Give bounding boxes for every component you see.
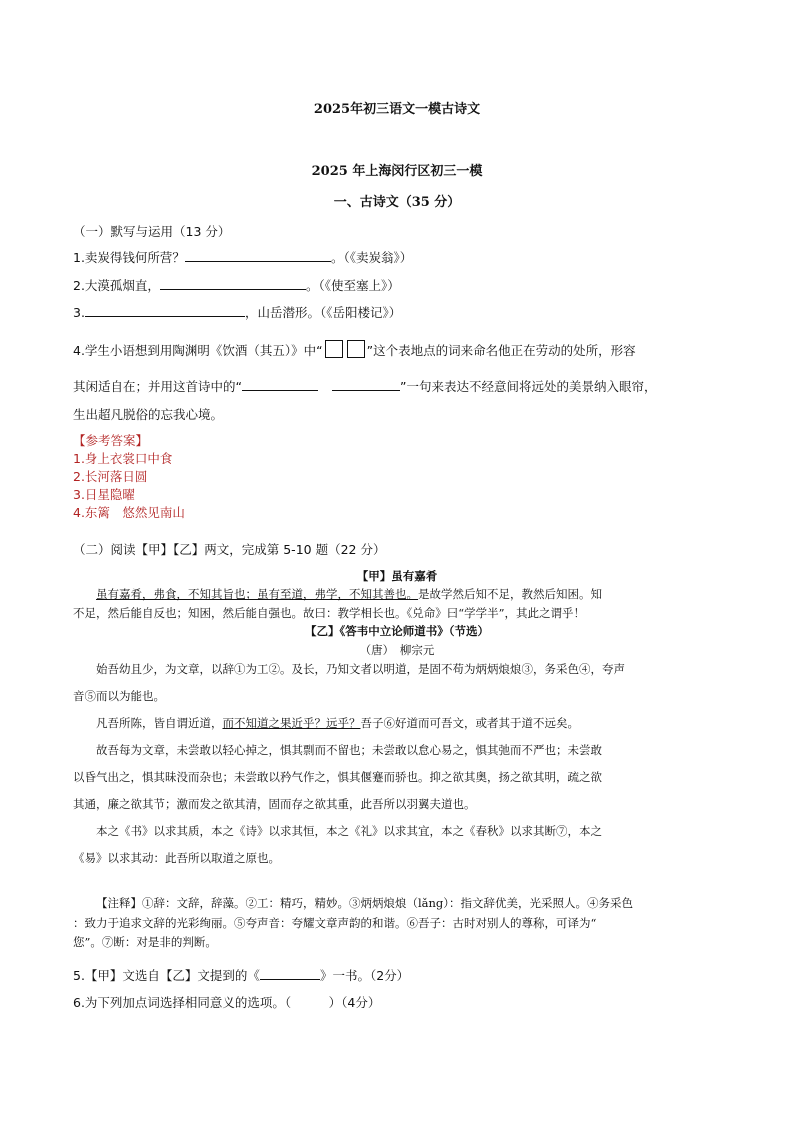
q3-suffix: ，山岳潜形。（《岳阳楼记》） bbox=[244, 305, 402, 320]
passage-yi-author: （唐） 柳宗元 bbox=[359, 643, 435, 657]
question-1 bbox=[73, 248, 412, 266]
part2-heading: （二）阅读【甲】【乙】两文，完成第 5-10 题（22 分） bbox=[73, 542, 386, 557]
passage-yi-p3-line3: 其通，廉之欲其节；激而发之欲其清，固而存之欲其重，此吾所以羽翼夫道也。 bbox=[73, 797, 476, 811]
q4-blank-2 bbox=[332, 378, 400, 391]
q4-box-2 bbox=[347, 340, 365, 358]
exam-title: 2025 年上海闵行区初三一模 bbox=[311, 164, 483, 179]
q1-prefix: 1.卖炭得钱何所营？ bbox=[73, 250, 185, 265]
question-3 bbox=[73, 303, 401, 321]
passage-jia-line2: 不足，然后能自反也；知困，然后能自强也。故曰：教学相长也。《兑命》曰“学学半”，其此之谓乎！ bbox=[73, 606, 586, 620]
q1-blank bbox=[185, 249, 331, 262]
passage-yi-p3-line2: 以昏气出之，惧其昧没而杂也；未尝敢以矜气作之，惧其偃蹇而骄也。抑之欲其奥，扬之欲其明，疏之欲 bbox=[73, 770, 602, 784]
question-4-line2 bbox=[73, 377, 656, 395]
question-6: 6.为下列加点词选择相同意义的选项。（ ）（4分） bbox=[73, 995, 381, 1010]
notes-line1: 【注释】①辞：文辞，辞藻。②工：精巧，精妙。③炳炳烺烺（lǎng）：指文辞优美，光采照人。④务采色 bbox=[96, 896, 634, 910]
q4-text-d: ”一句来表达不经意间将远处的美景纳入眼帘， bbox=[399, 379, 657, 394]
q3-blank bbox=[85, 304, 245, 317]
answer-item: 2.长河落日圆 bbox=[73, 469, 148, 484]
question-4-line1 bbox=[73, 340, 636, 359]
answer-item: 3.日星隐曜 bbox=[73, 487, 135, 502]
part1-heading: （一）默写与运用（13 分） bbox=[73, 224, 231, 239]
q4-text-c: 其闲适自在；并用这首诗中的“ bbox=[73, 379, 242, 394]
answer-item: 4.东篱 悠然见南山 bbox=[73, 505, 185, 520]
passage-yi-p1-line1: 始吾幼且少，为文章，以辞①为工②。及长，乃知文者以明道，是固不苟为炳炳烺烺③，务采色④，夸声 bbox=[96, 662, 625, 676]
passage-yi-p3-line1: 故吾每为文章，未尝敢以轻心掉之，惧其剽而不留也；未尝敢以怠心易之，惧其弛而不严也；未尝敢 bbox=[96, 743, 602, 757]
jia-underlined: 虽有嘉肴，弗食，不知其旨也；虽有至道，弗学，不知其善也。 bbox=[96, 587, 418, 601]
q5-prefix: 5.【甲】文选自【乙】文提到的《 bbox=[73, 968, 260, 983]
q2-prefix: 2.大漠孤烟直， bbox=[73, 278, 160, 293]
q2-suffix: 。（《使至塞上》） bbox=[305, 278, 400, 293]
q4-text-b: ”这个表地点的词来命名他正在劳动的处所，形容 bbox=[366, 343, 636, 358]
q1-suffix: 。（《卖炭翁》） bbox=[330, 250, 413, 265]
q4-box-1 bbox=[325, 340, 343, 358]
passage-yi-p2 bbox=[96, 713, 579, 733]
q4-text-a: 4.学生小语想到用陶渊明《饮酒（其五）》中“ bbox=[73, 343, 323, 358]
yi-p2-text-b: 吾子⑥好道而可吾文，或者其于道不远矣。 bbox=[360, 716, 579, 730]
passage-yi-title: 【乙】《答韦中立论师道书》（节选） bbox=[305, 624, 489, 638]
answer-item: 1.身上衣裳口中食 bbox=[73, 451, 173, 466]
yi-p2-text-a: 凡吾所陈，皆自谓近道， bbox=[96, 716, 223, 730]
notes-line2: ：致力于追求文辞的光彩绚丽。⑤夸声音：夸耀文章声韵的和谐。⑥吾子：古时对别人的尊称，可译为“ bbox=[73, 916, 597, 930]
q4-blank-1 bbox=[242, 378, 318, 391]
jia-text: 是故学然后知不足，教然后知困。知 bbox=[418, 587, 602, 601]
passage-jia-line1 bbox=[73, 584, 733, 604]
passage-yi-p4-line2: 《易》以求其动：此吾所以取道之原也。 bbox=[73, 851, 280, 865]
yi-underlined: 而不知道之果近乎？远乎？ bbox=[222, 716, 361, 730]
passage-yi-p1-line2: 音⑤而以为能也。 bbox=[73, 689, 165, 703]
document-title: 2025年初三语文一模古诗文 bbox=[313, 102, 481, 117]
passage-yi-p4-line1: 本之《书》以求其质，本之《诗》以求其恒，本之《礼》以求其宜，本之《春秋》以求其断⑦，本之 bbox=[96, 824, 602, 838]
q2-blank bbox=[160, 277, 306, 290]
section-title: 一、古诗文（35 分） bbox=[333, 195, 461, 210]
answer-heading: 【参考答案】 bbox=[73, 433, 149, 448]
passage-jia-title: 【甲】虽有嘉肴 bbox=[356, 569, 438, 583]
question-5 bbox=[73, 966, 409, 984]
q5-suffix: 》一书。（2分） bbox=[319, 968, 410, 983]
question-4-line3: 生出超凡脱俗的忘我心境。 bbox=[73, 407, 224, 422]
q5-blank bbox=[260, 967, 320, 980]
question-2 bbox=[73, 276, 400, 294]
notes-line3: 您”。⑦断：对是非的判断。 bbox=[73, 935, 217, 949]
q3-prefix: 3. bbox=[73, 305, 85, 320]
